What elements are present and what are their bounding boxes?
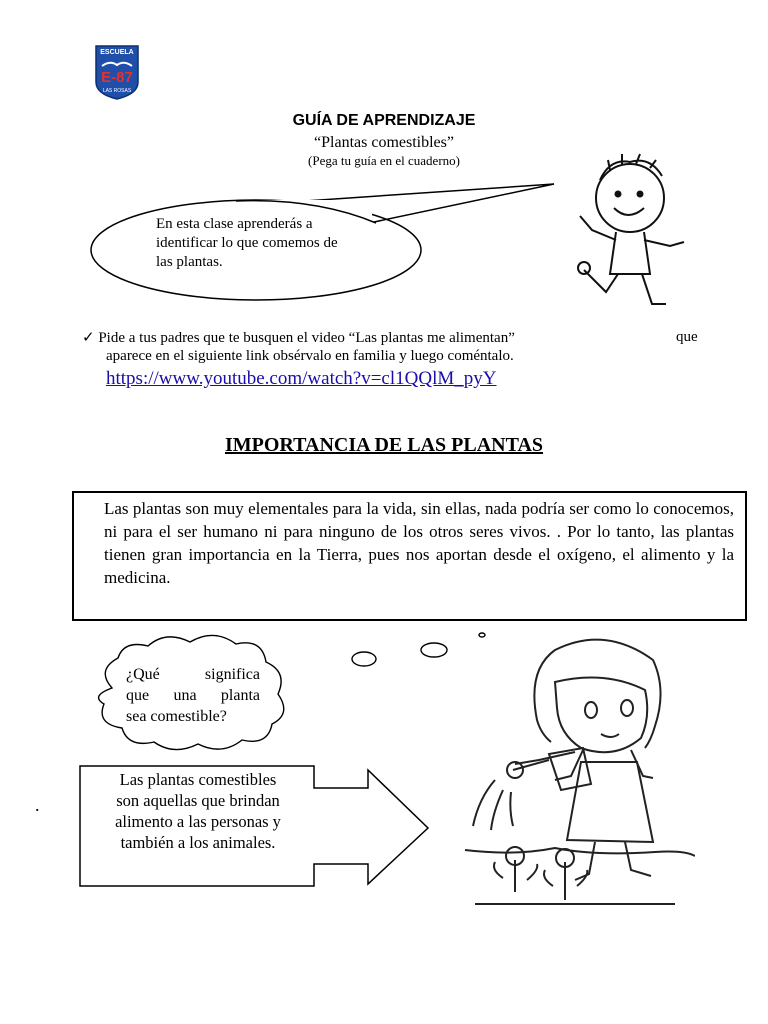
arrow-box-text [88, 769, 308, 853]
arrow-line: son aquellas que brindan [116, 791, 280, 810]
page-subtitle: “Plantas comestibles” [314, 134, 454, 151]
speech-line: identificar lo que comemos de [156, 235, 338, 251]
girl-watering-illustration [455, 630, 695, 910]
cloud-line: que una planta [126, 687, 260, 704]
speech-bubble-text [156, 215, 396, 272]
logo-line2: E-87 [101, 69, 133, 86]
page-title: GUÍA DE APRENDIZAJE [292, 112, 476, 129]
school-logo [94, 44, 140, 100]
arrow-line: también a los animales. [120, 833, 276, 852]
stray-dot: . [35, 795, 40, 815]
instruction-line2: aparece en el siguiente link obsérvalo en familia y luego coméntalo. [106, 348, 514, 364]
thought-cloud-text [126, 664, 260, 727]
importance-paragraph: Las plantas son muy elementales para la vida, sin ellas, nada podría ser como lo conocemos, ni para el ser humano ni para ninguno de los otros seres vivos. . Por lo tanto, las plantas tienen gran importancia en la Tierra, pues nos aportan desde el oxígeno, el alimento y la medicina. [104, 499, 734, 587]
video-link[interactable]: https://www.youtube.com/watch?v=cl1QQlM_pyY [106, 368, 497, 389]
boy-illustration [570, 150, 690, 310]
instruction-line1-end: que [676, 329, 698, 345]
speech-line: En esta clase aprenderás a [156, 216, 313, 232]
section-heading-text: IMPORTANCIA DE LAS PLANTAS [224, 434, 544, 456]
cloud-line: sea comestible? [126, 708, 227, 725]
cloud-line: ¿Qué significa [126, 666, 260, 683]
logo-line1: ESCUELA [100, 49, 134, 56]
page-note: (Pega tu guía en el cuaderno) [308, 153, 460, 168]
logo-line3: LAS ROSAS [102, 88, 132, 94]
arrow-line: alimento a las personas y [115, 812, 281, 831]
arrow-line: Las plantas comestibles [119, 770, 277, 789]
instruction-line1 [82, 328, 722, 347]
section-heading [0, 434, 768, 457]
speech-line: las plantas. [156, 254, 223, 270]
check-icon: ✓ [82, 330, 95, 346]
instruction-text1: Pide a tus padres que te busquen el video “Las plantas me alimentan” [98, 330, 515, 346]
